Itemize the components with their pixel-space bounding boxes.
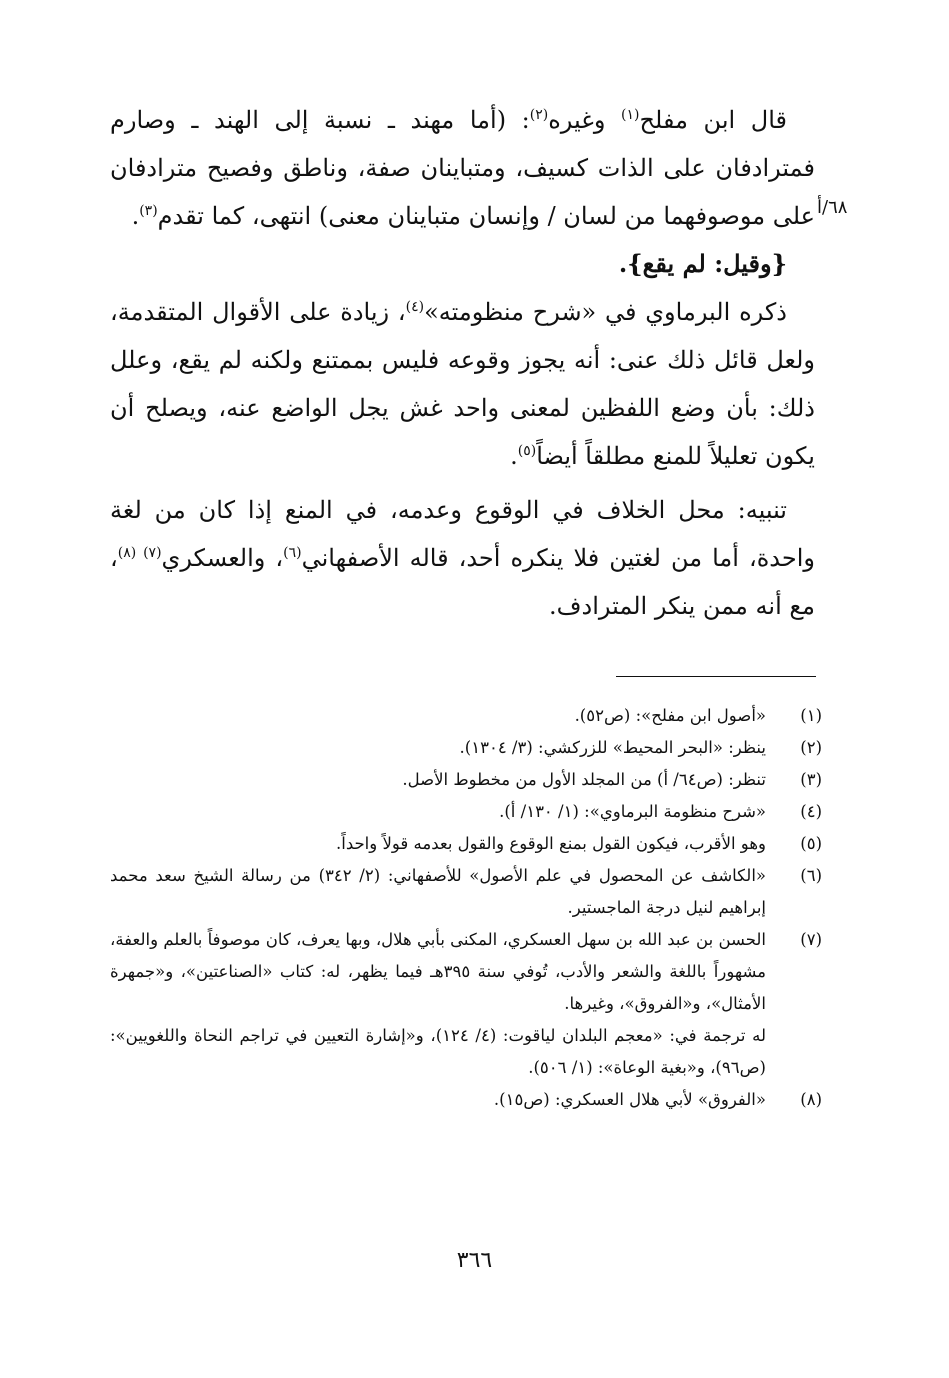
footnote-text: ينظر: «البحر المحيط» للزركشي: (٣/ ١٣٠٤). [459, 738, 766, 757]
footnote-3 [110, 764, 822, 796]
footnote-ref-8[interactable]: (٨) [117, 545, 144, 561]
footnote-7-continuation: له ترجمة في: «معجم البلدان لياقوت: (٤/ ١٢٤)، و«إشارة التعيين في تراجم النحاة واللغويين»: (ص٩٦)، و«بغية الوعاة»: (١/ ٥٠٦). [110, 1026, 766, 1077]
footnote-number: (٤) [800, 802, 822, 821]
footnote-text: تنظر: (ص٦٤/ أ) من المجلد الأول من مخطوط الأصل. [402, 770, 766, 789]
text-run: : (أما مهند ـ نسبة إلى الهند ـ وصارم فمترادفان على الذات كسيف، ومتباينان صفة، وناطق وفصيح مترادفان على موصوفهما من لسان / وإنسان متباينان معنى) انتهى، كما تقدم [110, 106, 815, 230]
footnote-text: «الفروق» لأبي هلال العسكري: (ص١٥). [493, 1090, 766, 1109]
footnote-5 [110, 828, 822, 860]
paragraph-2 [110, 288, 815, 480]
footnote-ref-7[interactable]: (٧) [143, 545, 162, 561]
footnote-text: الحسن بن عبد الله بن سهل العسكري، المكنى بأبي هلال، وبها يعرف، كان موصوفاً بالعلم والعفة، مشهوراً باللغة والشعر والأدب، تُوفي سنة ٣٩٥هـ فيما يظهر، له: كتاب «الصناعتين»، و«جمهرة الأمثال»، و«الفروق»، وغيرها. [110, 930, 767, 1013]
footnote-text: «أصول ابن مفلح»: (ص٥٢). [574, 706, 766, 725]
section-heading: {وقيل: لم يقع}. [618, 249, 787, 278]
footnote-ref-2[interactable]: (٢) [529, 107, 549, 123]
footnote-2 [110, 732, 822, 764]
footnote-1 [110, 700, 822, 732]
footnotes [110, 700, 822, 1116]
footnote-ref-1[interactable]: (١) [621, 107, 640, 123]
footnote-number: (٦) [800, 866, 822, 885]
text-run: ، مع أنه ممن ينكر المترادف. [110, 544, 815, 620]
footnote-4 [110, 796, 822, 828]
text-run: ، والعسكري [161, 544, 284, 572]
footnote-text: «شرح منظومة البرماوي»: (١/ ١٣٠/ أ). [499, 802, 766, 821]
main-text [110, 96, 815, 630]
text-run: ذكره البرماوي في «شرح منظومته» [424, 298, 787, 326]
text-run: وغيره [548, 106, 622, 134]
manuscript-folio-marker: ٦٨/أ [817, 197, 848, 218]
footnote-number: (٣) [800, 770, 822, 789]
footnote-text: «الكاشف عن المحصول في علم الأصول» للأصفهاني: (٢/ ٣٤٢) من رسالة الشيخ سعد محمد إبراهيم لنيل درجة الماجستير. [110, 866, 766, 917]
footnote-number: (٨) [800, 1090, 822, 1109]
footnote-number: (٢) [800, 738, 822, 757]
paragraph-1 [110, 96, 815, 240]
footnote-ref-3[interactable]: (٣) [139, 203, 158, 219]
footnote-text: وهو الأقرب، فيكون القول بمنع الوقوع والقول بعدمه قولاً واحداً. [335, 834, 766, 853]
paragraph-3 [110, 486, 815, 630]
footnote-8 [110, 1084, 822, 1116]
footnote-number: (١) [800, 706, 822, 725]
footnote-ref-6[interactable]: (٦) [283, 545, 302, 561]
text-run: تنبيه: محل الخلاف في الوقوع وعدمه، في المنع إذا كان من لغة واحدة، أما من لغتين فلا ينكره أحد، قاله الأصفهاني [110, 496, 815, 572]
footnote-6 [110, 860, 822, 924]
text-run: . [510, 442, 518, 470]
footnote-separator [616, 676, 816, 677]
footnote-number: (٥) [800, 834, 822, 853]
text-run: . [131, 202, 140, 230]
text-run: قال ابن مفلح [639, 106, 788, 134]
page-number: ٣٦٦ [456, 1248, 493, 1273]
footnote-7 [110, 924, 822, 1020]
footnote-ref-4[interactable]: (٤) [405, 299, 425, 315]
footnote-number: (٧) [800, 930, 822, 949]
text-run: ، زيادة على الأقوال المتقدمة، ولعل قائل ذلك عنى: أنه يجوز وقوعه فليس بممتنع ولكنه لم يقع، وعلل ذلك: بأن وضع اللفظين لمعنى واحد غش يجل الواضع عنه، ويصلح أن يكون تعليلاً للمنع مطلقاً أيضاً [110, 298, 815, 470]
footnote-ref-5[interactable]: (٥) [517, 443, 537, 459]
